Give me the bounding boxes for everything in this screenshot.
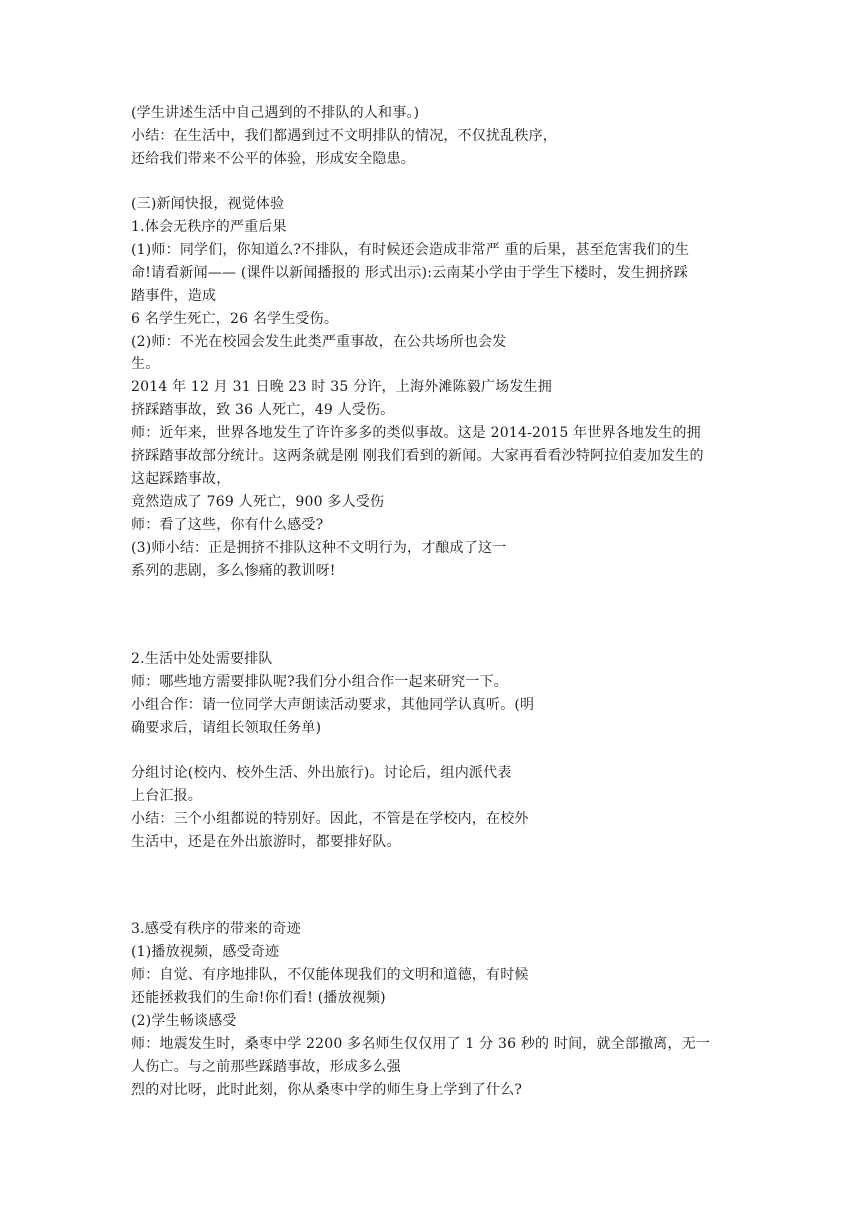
text-line: 师：地震发生时，桑枣中学 2200 多名师生仅仅用了 1 分 36 秒的 时间，就全部撤离，无一 (131, 1036, 711, 1052)
text-line: (2)学生畅谈感受 (131, 1013, 237, 1029)
text-line: 还能拯救我们的生命!你们看! (播放视频) (131, 990, 386, 1006)
text-line: 还给我们带来不公平的体验，形成安全隐患。 (131, 151, 415, 167)
text-line: (1)播放视频，感受奇迹 (131, 944, 280, 960)
subsection-heading: 3.感受有秩序的带来的奇迹 (131, 921, 301, 937)
text-line: 小结：三个小组都说的特别好。因此，不管是在学校内，在校外 (131, 811, 529, 827)
text-line: 上台汇报。 (131, 788, 202, 804)
text-line: 确要求后，请组长领取任务单) (131, 720, 322, 736)
text-line: 6 名学生死亡，26 名学生受伤。 (131, 311, 339, 327)
section-heading: (三)新闻快报，视觉体验 (131, 196, 285, 212)
text-line: 小组合作：请一位同学大声朗读活动要求，其他同学认真听。(明 (131, 697, 535, 713)
text-line: (1)师：同学们，你知道么?不排队，有时候还会造成非常严 重的后果，甚至危害我们的生 (131, 242, 690, 258)
text-line: 烈的对比呀，此时此刻，你从桑枣中学的师生身上学到了什么? (131, 1082, 523, 1098)
text-line: 系列的悲剧，多么惨痛的教训呀! (131, 563, 336, 579)
text-line: 2014 年 12 月 31 日晚 23 时 35 分许，上海外滩陈毅广场发生拥 (131, 379, 552, 395)
text-line: 生。 (131, 356, 160, 372)
text-line: 踏事件，造成 (131, 288, 217, 304)
text-line: 挤踩踏事故，致 36 人死亡，49 人受伤。 (131, 402, 395, 418)
text-line: 人伤亡。与之前那些踩踏事故，形成多么强 (131, 1059, 401, 1075)
text-line: 生活中，还是在外出旅游时，都要排好队。 (131, 834, 401, 850)
text-line: 这起踩踏事故， (131, 471, 231, 487)
text-line: 师：哪些地方需要排队呢?我们分小组合作一起来研究一下。 (131, 674, 508, 690)
subsection-heading: 2.生活中处处需要排队 (131, 651, 273, 667)
text-line: 小结：在生活中，我们都遇到过不文明排队的情况，不仅扰乱秩序， (131, 128, 557, 144)
text-line: 竟然造成了 769 人死亡，900 多人受伤 (131, 494, 385, 510)
text-line: 挤踩踏事故部分统计。这两条就是刚 刚我们看到的新闻。大家再看看沙特阿拉伯麦加发生的 (131, 448, 704, 464)
text-line: (3)师小结：正是拥挤不排队这种不文明行为，才酿成了这一 (131, 540, 507, 556)
text-line: (学生讲述生活中自己遇到的不排队的人和事。) (131, 105, 420, 121)
text-line: 师：近年来，世界各地发生了许许多多的类似事故。这是 2014-2015 年世界各地发生的拥 (131, 425, 701, 441)
text-line: 命!请看新闻—— (课件以新闻播报的 形式出示):云南某小学由于学生下楼时，发生拥挤踩 (131, 265, 688, 281)
text-line: 师：自觉、有序地排队，不仅能体现我们的文明和道德，有时候 (131, 967, 529, 983)
text-line: 师：看了这些，你有什么感受? (131, 517, 324, 533)
text-line: (2)师：不光在校园会发生此类严重事故，在公共场所也会发 (131, 334, 507, 350)
text-line: 分组讨论(校内、校外生活、外出旅行)。讨论后，组内派代表 (131, 765, 512, 781)
subsection-heading: 1.体会无秩序的严重后果 (131, 219, 287, 235)
